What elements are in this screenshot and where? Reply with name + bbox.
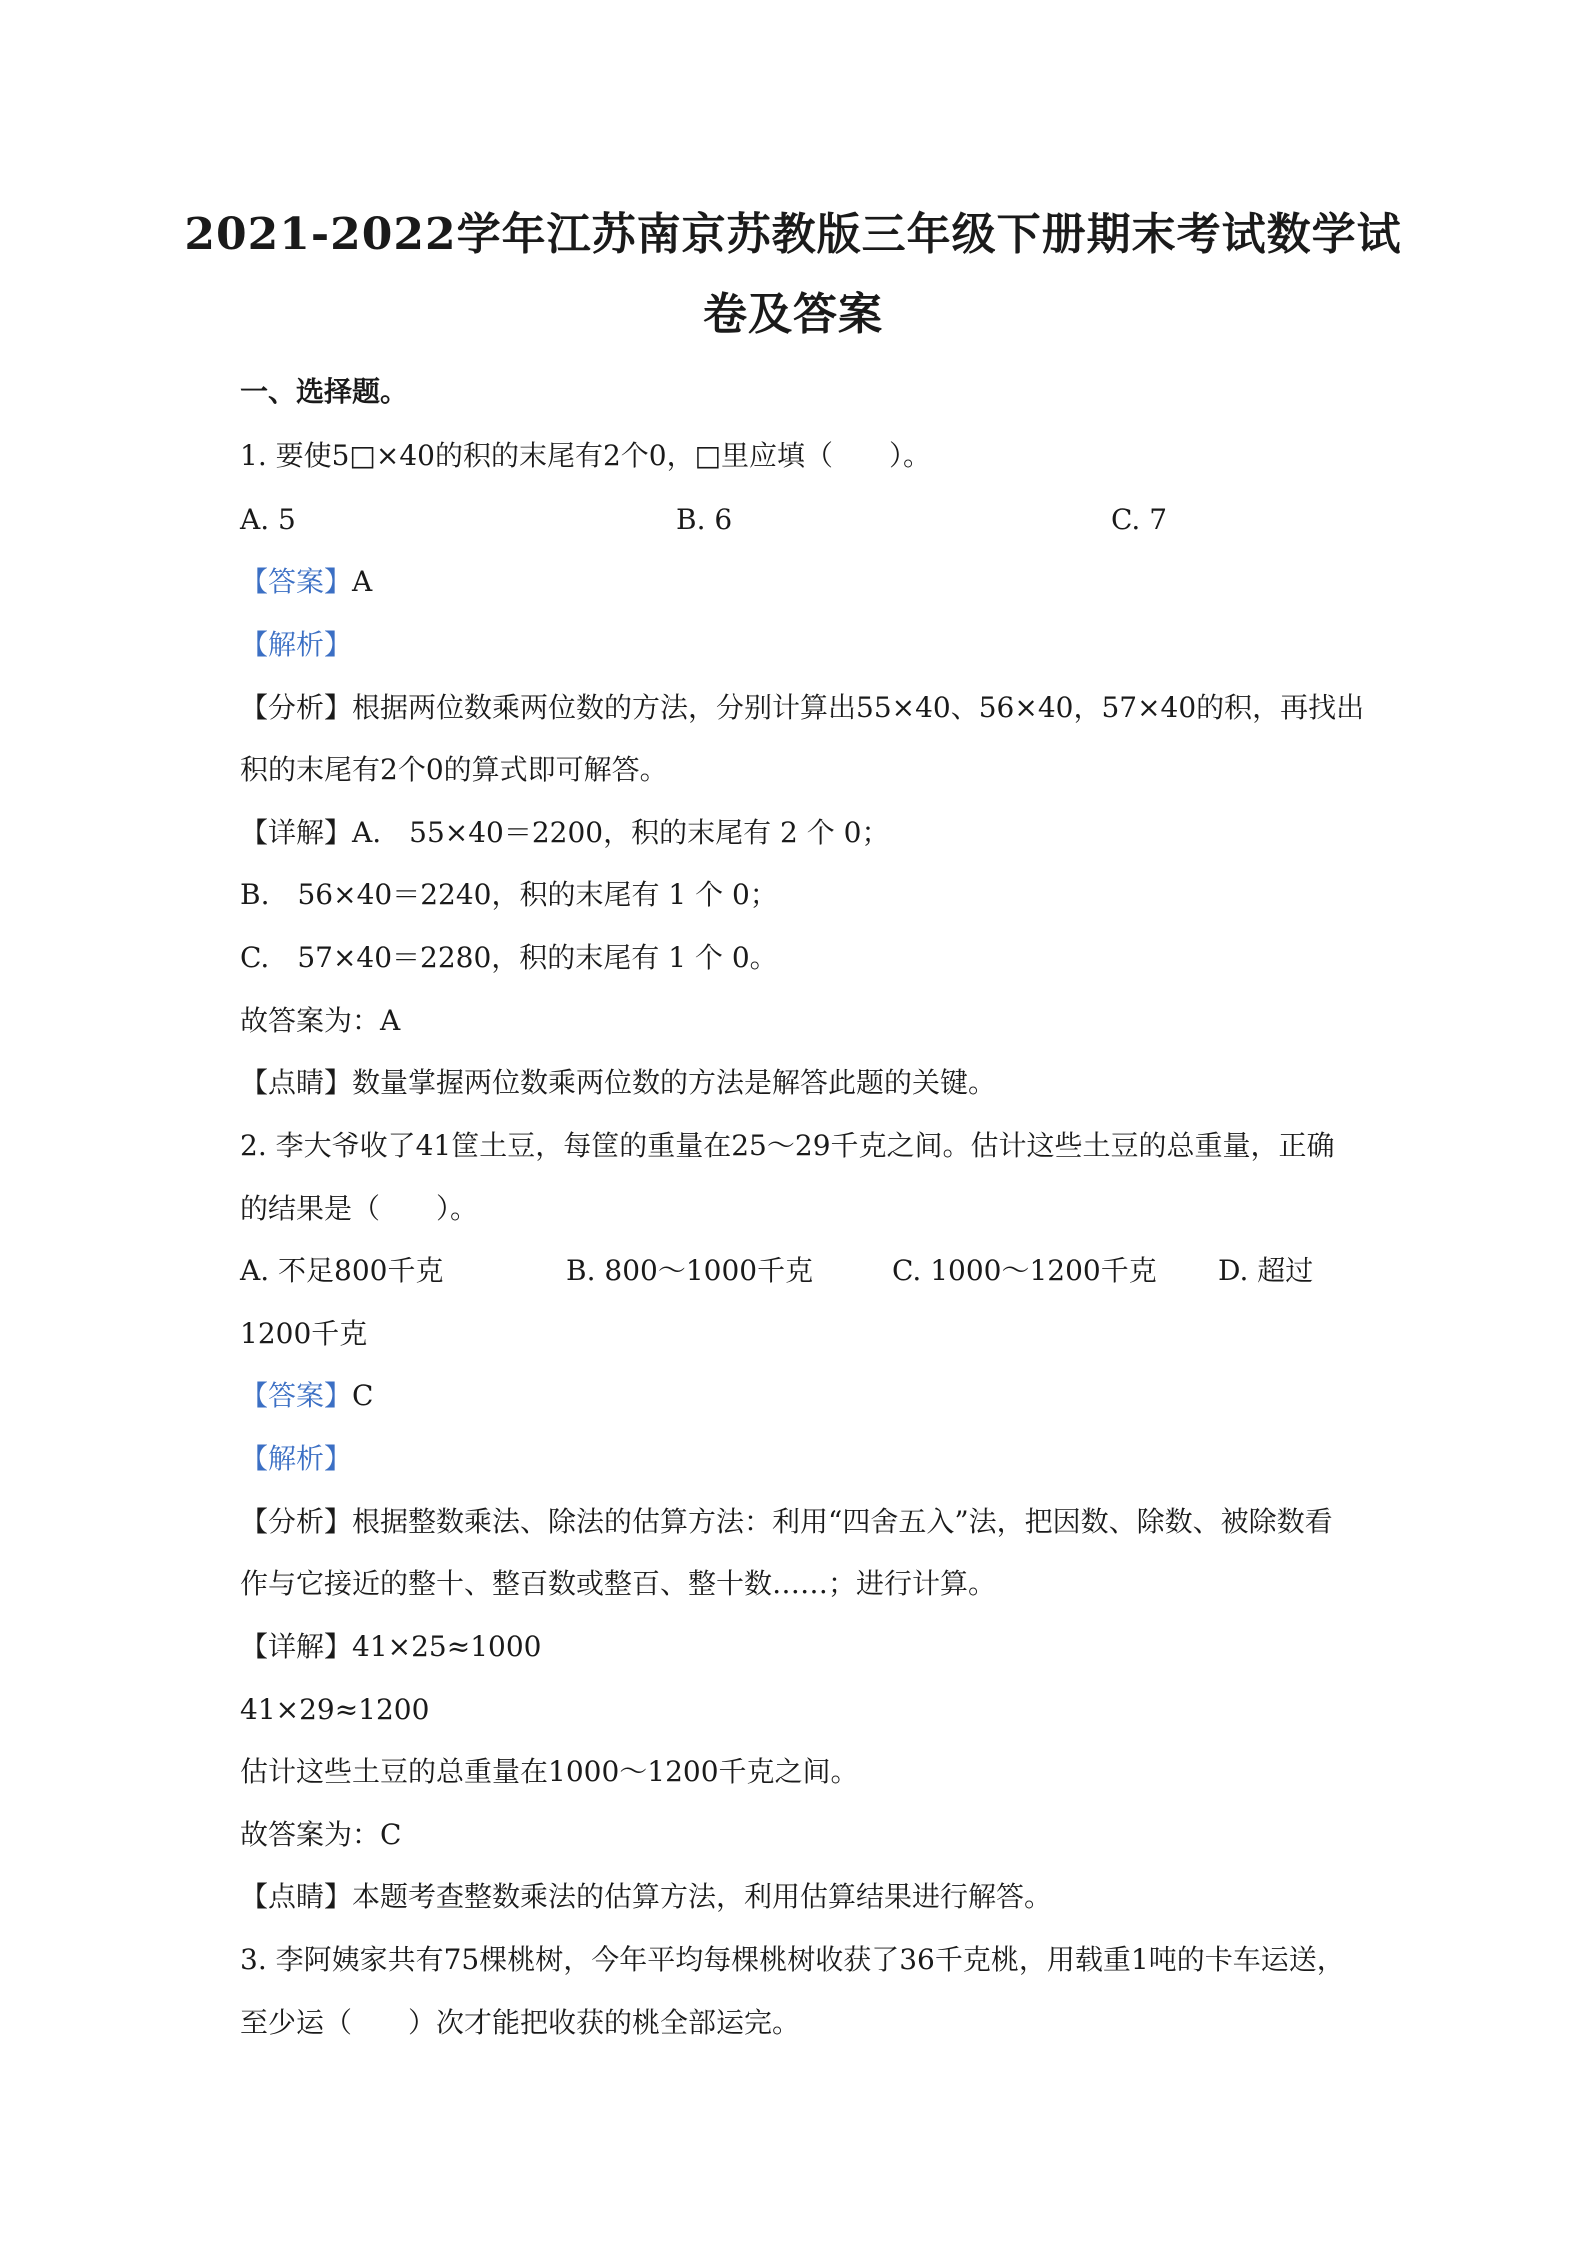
q1-conclusion: 故答案为：A [240,1004,401,1037]
q1-fenxi-tag: 【分析】 [240,691,353,724]
q2-stem-2: 的结果是（ ）。 [240,1192,479,1225]
q2-fenxi [240,1502,1333,1542]
q1-analysis-tag: 【解析】 [240,628,353,661]
q2-fenxi-text-1: 根据整数乘法、除法的估算方法：利用“四舍五入”法，把因数、除数、被除数看 [352,1505,1333,1538]
q1-fenxi [240,688,1364,728]
q2-dianjing-text: 本题考查整数乘法的估算方法，利用估算结果进行解答。 [352,1880,1053,1913]
q3-stem-1: 3. 李阿姨家共有75棵桃树，今年平均每棵桃树收获了36千克桃，用载重1吨的卡车运送， [240,1943,1345,1976]
q2-conclusion: 故答案为：C [240,1818,402,1851]
q2-option-c: C. 1000～1200千克 [892,1254,1157,1287]
q3-stem-2: 至少运（ ）次才能把收获的桃全部运完。 [240,2006,801,2039]
q2-analysis-tag: 【解析】 [240,1442,353,1475]
q1-stem: 1. 要使5□×40的积的末尾有2个0，□里应填（ ）。 [240,439,932,472]
q2-xiangjie-1: 41×25≈1000 [352,1630,542,1663]
q2-fenxi-text-2: 作与它接近的整十、整百数或整百、整十数……；进行计算。 [240,1567,997,1600]
document-title-line-2: 卷及答案 [703,289,883,340]
q2-fenxi-tag: 【分析】 [240,1505,353,1538]
q2-option-d-cont: 1200千克 [240,1317,368,1350]
q1-dianjing [240,1063,996,1103]
q1-option-b: B. 6 [676,503,733,536]
q2-answer [240,1376,373,1416]
q1-fenxi-text-1: 根据两位数乘两位数的方法，分别计算出55×40、56×40，57×40的积，再找出 [352,691,1365,724]
q2-option-a: A. 不足800千克 [240,1254,444,1287]
q2-dianjing-tag: 【点睛】 [240,1880,353,1913]
q1-answer-value: A [352,565,373,598]
q1-xiangjie [240,813,889,853]
q1-xiangjie-a: A. 55×40＝2200，积的末尾有 2 个 0； [352,816,890,849]
q2-xiangjie-3: 估计这些土豆的总重量在1000～1200千克之间。 [240,1755,859,1788]
document-title-line-1: 2021-2022学年江苏南京苏教版三年级下册期末考试数学试 [184,209,1402,260]
q1-fenxi-text-2: 积的末尾有2个0的算式即可解答。 [240,753,668,786]
q1-answer [240,562,372,602]
q1-answer-tag: 【答案】 [240,565,353,598]
q2-option-d: D. 超过 [1218,1254,1314,1287]
q2-xiangjie [240,1627,541,1667]
q2-xiangjie-tag: 【详解】 [240,1630,353,1663]
q1-option-c: C. 7 [1111,503,1168,536]
q2-option-b: B. 800～1000千克 [566,1254,814,1287]
q1-xiangjie-tag: 【详解】 [240,816,353,849]
q1-option-a: A. 5 [240,503,296,536]
q1-xiangjie-b: B. 56×40＝2240，积的末尾有 1 个 0； [240,878,778,911]
q2-answer-tag: 【答案】 [240,1379,353,1412]
q1-dianjing-text: 数量掌握两位数乘两位数的方法是解答此题的关键。 [352,1066,997,1099]
section-title: 一、选择题。 [240,375,409,408]
q2-stem-1: 2. 李大爷收了41筐土豆，每筐的重量在25～29千克之间。估计这些土豆的总重量，正确 [240,1129,1335,1162]
q1-xiangjie-c: C. 57×40＝2280，积的末尾有 1 个 0。 [240,941,778,974]
q2-answer-value: C [352,1379,374,1412]
q1-dianjing-tag: 【点睛】 [240,1066,353,1099]
q2-xiangjie-2: 41×29≈1200 [240,1693,430,1726]
q2-dianjing [240,1877,1052,1917]
